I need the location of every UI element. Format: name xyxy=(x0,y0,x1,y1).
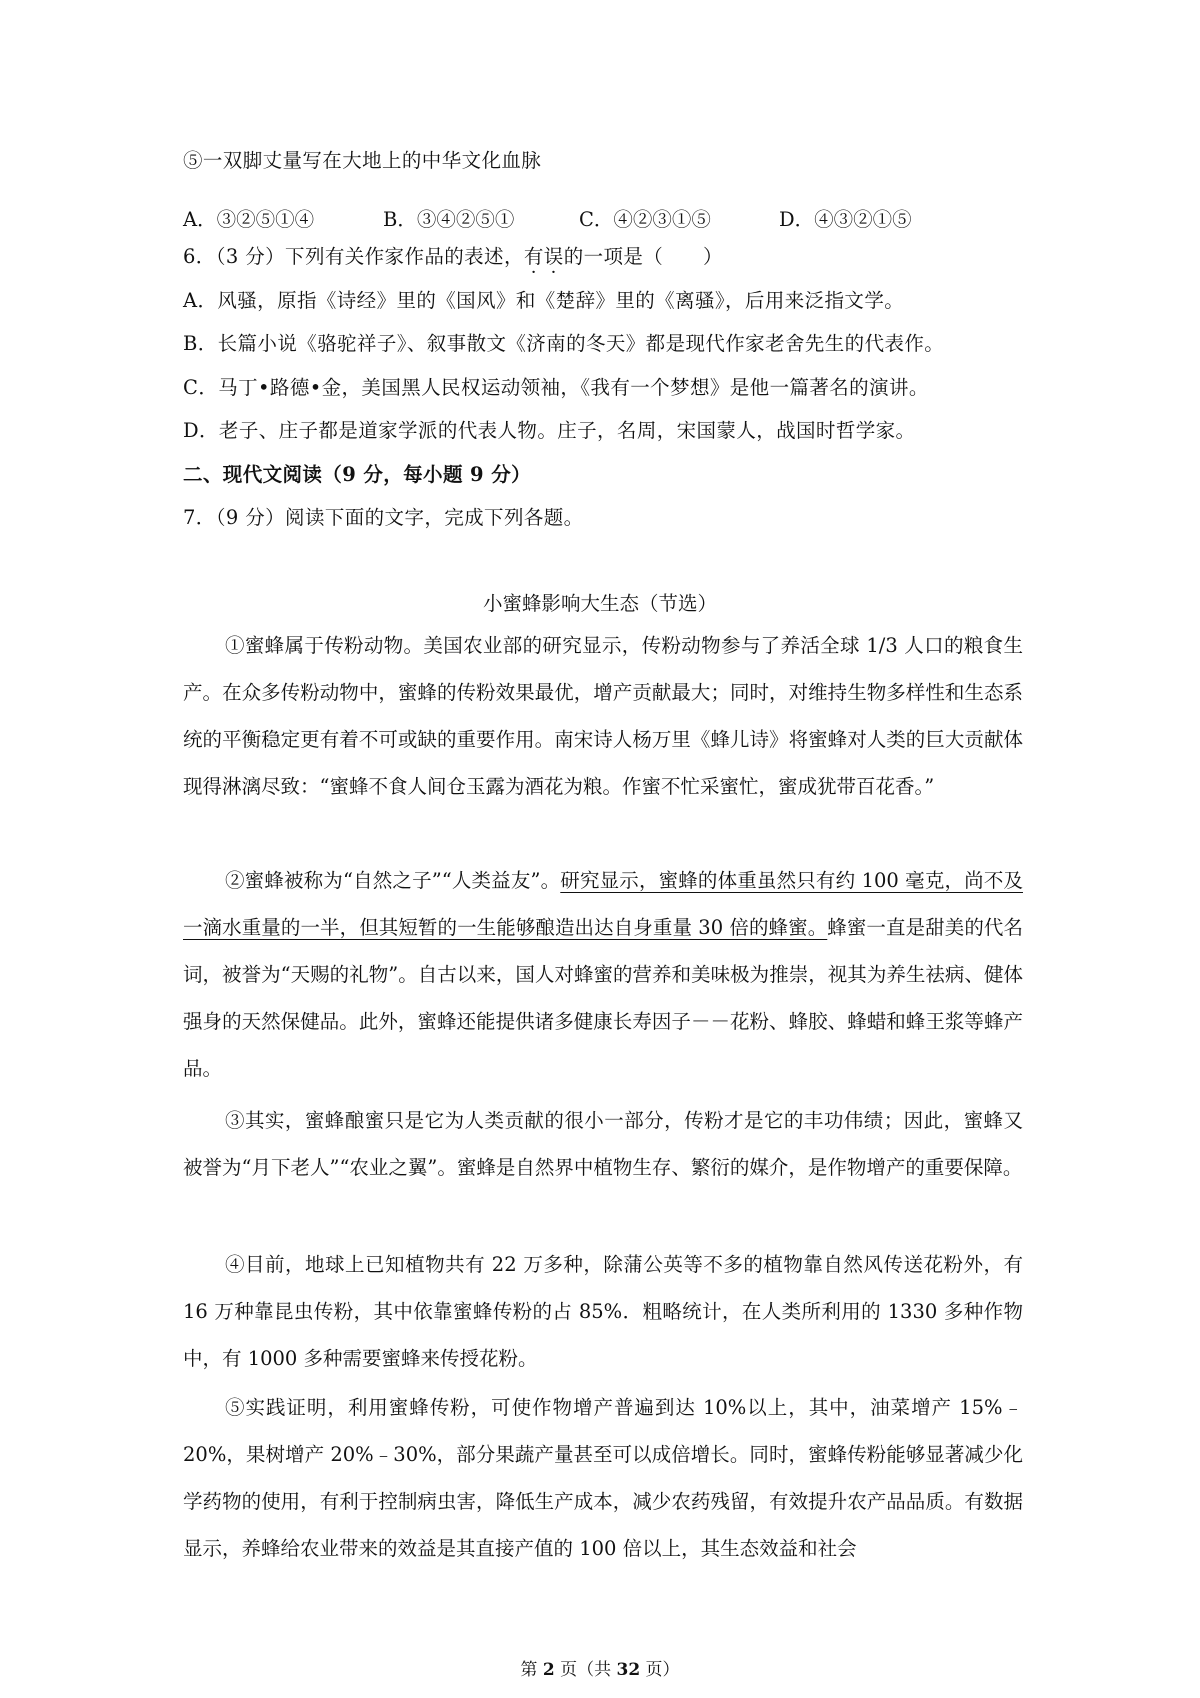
q6-option-b: B．长篇小说《骆驼祥子》、叙事散文《济南的冬天》都是现代作家老舍先生的代表作。 xyxy=(183,332,945,355)
footer-total-pages: 32 xyxy=(616,1660,641,1680)
q5-option-a: A．③②⑤①④ xyxy=(183,208,315,231)
passage-title: 小蜜蜂影响大生态（节选） xyxy=(482,592,717,615)
passage-paragraph-5: ⑤实践证明，利用蜜蜂传粉，可使作物增产普遍到达 10%以上，其中，油菜增产 15%﹣20%，果树增产 20%﹣30%，部分果蔬产量甚至可以成倍增长。同时，蜜蜂传粉能够显著减少化学药物的使用，有利于控制病虫害，降低生产成本，减少农药残留，有效提升农产品品质。有数据显示，养蜂给农业带来的效益是其直接产值的 100 倍以上，其生态效益和社会 xyxy=(183,1396,1023,1560)
q6-option-d: D．老子、庄子都是道家学派的代表人物。庄子，名周，宋国蒙人，战国时哲学家。 xyxy=(183,419,916,442)
q5-option-c: C．④②③①⑤ xyxy=(579,208,711,231)
q5-option-b: B．③④②⑤① xyxy=(383,208,515,231)
footer-page-number: 2 xyxy=(542,1660,555,1680)
q6-option-a: A．风骚，原指《诗经》里的《国风》和《楚辞》里的《离骚》，后用来泛指文学。 xyxy=(183,289,905,312)
q6-option-c: C．马丁•路德•金，美国黑人民权运动领袖，《我有一个梦想》是他一篇著名的演讲。 xyxy=(183,376,929,399)
passage-paragraph-3: ③其实，蜜蜂酿蜜只是它为人类贡献的很小一部分，传粉才是它的丰功伟绩；因此，蜜蜂又被誉为“月下老人”“农业之翼”。蜜蜂是自然界中植物生存、繁衍的媒介，是作物增产的重要保障。 xyxy=(183,1109,1023,1179)
q7-stem: 7．（9 分）阅读下面的文字，完成下列各题。 xyxy=(183,506,584,529)
q6-stem xyxy=(183,241,723,269)
page-footer xyxy=(0,1655,1200,1680)
passage-paragraph-2 xyxy=(183,857,1023,1092)
q5-option-d: D．④③②①⑤ xyxy=(779,208,912,231)
q6-emphasis-2: 误 xyxy=(543,245,564,268)
passage-paragraph-1: ①蜜蜂属于传粉动物。美国农业部的研究显示，传粉动物参与了养活全球 1/3 人口的粮食生产。在众多传粉动物中，蜜蜂的传粉效果最优，增产贡献最大；同时，对维持生物多样性和生态系统的平衡稳定更有着不可或缺的重要作用。南宋诗人杨万里《蜂儿诗》将蜜蜂对人类的巨大贡献体现得淋漓尽致：“蜜蜂不食人间仓玉露为酒花为粮。作蜜不忙采蜜忙，蜜成犹带百花香。” xyxy=(183,634,1023,798)
paragraph-2-lead: ②蜜蜂被称为“自然之子”“人类益友”。 xyxy=(225,869,561,892)
q6-stem-before: 6．（3 分）下列有关作家作品的表述， xyxy=(183,245,524,268)
footer-middle: 页（共 xyxy=(554,1660,617,1680)
footer-suffix: 页） xyxy=(640,1660,680,1680)
q5-item-5: ⑤一双脚丈量写在大地上的中华文化血脉 xyxy=(183,149,542,172)
paragraph-2-rest: 蜂蜜一直是甜美的代名词，被誉为“天赐的礼物”。自古以来，国人对蜂蜜的营养和美味极为推崇，视其为养生祛病、健体强身的天然保健品。此外，蜜蜂还能提供诸多健康长寿因子－－花粉、蜂胶、蜂蜡和蜂王浆等蜂产品。 xyxy=(183,916,1023,1080)
q6-stem-after: 的一项是（ ） xyxy=(563,245,723,268)
section-heading: 二、现代文阅读（9 分，每小题 9 分） xyxy=(183,463,532,486)
passage-paragraph-4: ④目前，地球上已知植物共有 22 万多种，除蒲公英等不多的植物靠自然风传送花粉外，有 16 万种靠昆虫传粉，其中依靠蜜蜂传粉的占 85%．粗略统计，在人类所利用的 1330 多种作物中，有 1000 多种需要蜜蜂来传授花粉。 xyxy=(183,1253,1023,1370)
q6-emphasis-1: 有 xyxy=(523,245,544,268)
footer-prefix: 第 xyxy=(520,1660,543,1680)
paragraph-2-underlined-sentence: 研究显示，蜜蜂的体重虽然只有约 100 毫克，尚不及一滴水重量的一半，但其短暂的一生能够酿造出达自身重量 30 倍的蜂蜜。 xyxy=(183,869,1023,939)
